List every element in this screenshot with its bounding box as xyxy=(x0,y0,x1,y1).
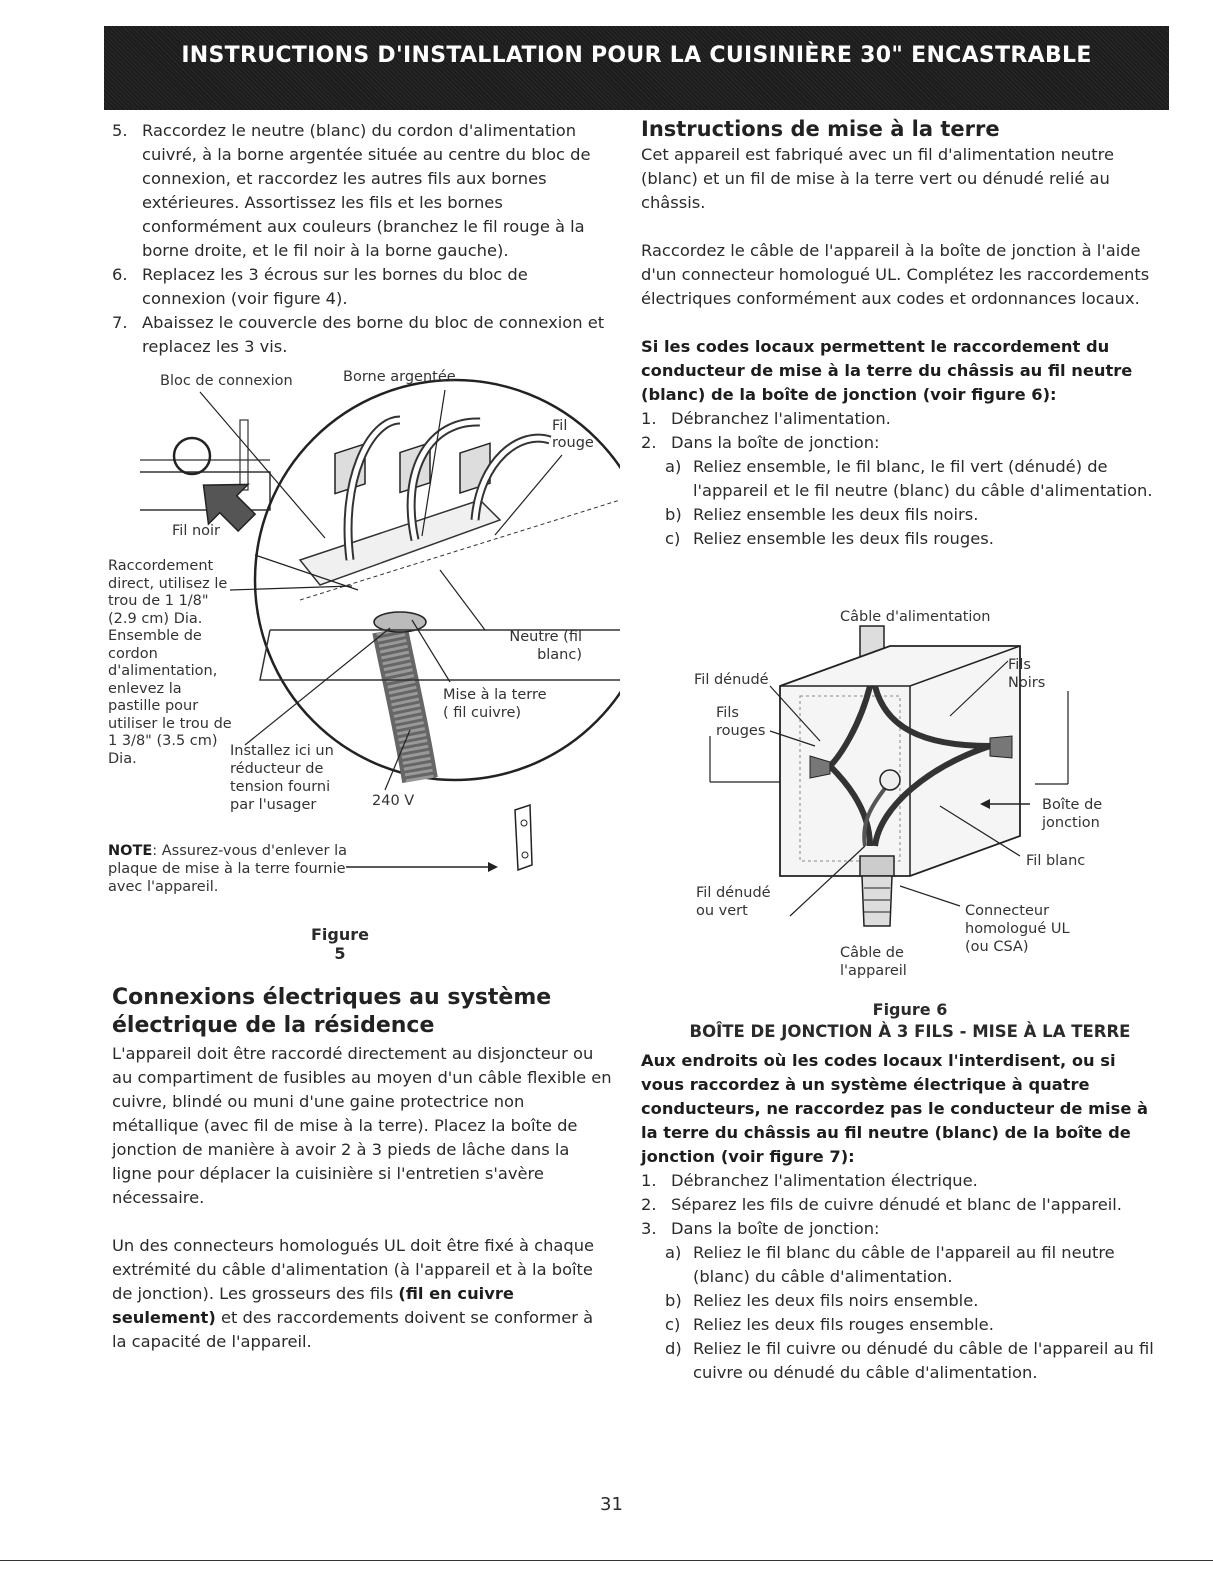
list-item: 6. Replacez les 3 écrous sur les bornes du bloc de connexion (voir figure 4). xyxy=(112,265,528,308)
figure-6-caption: Figure 6 xyxy=(872,1000,948,1019)
figure-6 xyxy=(690,606,1130,1046)
label-cable-alimentation: Câble d'alimentation xyxy=(840,609,991,625)
label-fil-rouge: Fil rouge xyxy=(552,418,594,451)
page-number: 31 xyxy=(600,1494,623,1515)
label-installez: Installez ici un réducteur de tension fourni par l'usager xyxy=(230,743,334,813)
condition-2-steps xyxy=(641,1169,1161,1385)
paragraph: Un des connecteurs homologués UL doit être fixé à chaque extrémité du câble d'alimentation (à l'appareil et à la boîte de jonction). Les grosseurs des fils (fil en cuivre seulement) et des raccordements doivent se conformer à la capacité de l'appareil. xyxy=(112,1236,595,1351)
section-title-connexions: Connexions électriques au système électrique de la résidence xyxy=(112,985,552,1038)
label-connecteur: Connecteur homologué UL (ou CSA) xyxy=(965,903,1070,955)
list-item: b) Reliez les deux fils noirs ensemble. xyxy=(665,1291,979,1310)
figure-5-note: NOTE: Assurez-vous d'enlever la plaque de mise à la terre fournie avec l'appareil. xyxy=(108,843,348,895)
label-boite-jonction: Boîte de jonction xyxy=(1042,797,1103,831)
label-fil-blanc: Fil blanc xyxy=(1026,853,1086,869)
list-item: 5. Raccordez le neutre (blanc) du cordon d'alimentation cuivré, à la borne argentée située au centre du bloc de connexion, et raccordez les autres fils aux bornes extérieures. Assortissez les fils et les bornes conformément aux couleurs (branchez le fil rouge à la borne droite, et le fil noir à la borne gauche). xyxy=(112,121,591,260)
condition-1-steps xyxy=(641,407,1161,551)
list-item: 1. Débranchez l'alimentation électrique. xyxy=(641,1171,978,1190)
figure-5-caption: Figure 5 xyxy=(311,925,369,963)
label-fil-noir: Fil noir xyxy=(172,523,221,539)
label-neutre: Neutre (fil blanc) xyxy=(509,629,582,663)
label-cable-appareil: Câble de l'appareil xyxy=(840,945,907,979)
figure-6-subtitle: BOÎTE DE JONCTION À 3 FILS - MISE À LA TERRE xyxy=(689,1022,1131,1041)
list-item: 3. Dans la boîte de jonction: xyxy=(641,1219,880,1238)
section-title-mise-terre: Instructions de mise à la terre xyxy=(641,117,1000,141)
list-item: b) Reliez ensemble les deux fils noirs. xyxy=(665,505,979,524)
list-item: c) Reliez les deux fils rouges ensemble. xyxy=(665,1315,994,1334)
label-fils-rouges: Fils rouges xyxy=(716,705,766,739)
footer-divider xyxy=(0,1560,1213,1561)
list-item: a) Reliez ensemble, le fil blanc, le fil vert (dénudé) de l'appareil et le fil neutre (blanc) du câble d'alimentation. xyxy=(665,457,1153,500)
label-fils-noirs: Fils Noirs xyxy=(1008,657,1046,691)
label-bloc-connexion: Bloc de connexion xyxy=(160,373,293,389)
page-header-banner xyxy=(104,26,1169,110)
label-borne-argentee: Borne argentée xyxy=(343,369,456,385)
left-section-connexions xyxy=(112,984,612,1354)
label-fil-denude: Fil dénudé xyxy=(694,672,769,688)
label-mise-terre: Mise à la terre ( fil cuivre) xyxy=(443,687,547,721)
list-item: 1. Débranchez l'alimentation. xyxy=(641,409,891,428)
condition-2-title: Aux endroits où les codes locaux l'interdisent, ou si vous raccordez à un système électrique à quatre conducteurs, ne raccordez pas le conducteur de mise à la terre du châssis au fil neutre (blanc) de la boîte de jonction (voir figure 7): xyxy=(641,1051,1149,1166)
label-fil-denude-vert: Fil dénudé ou vert xyxy=(696,885,771,919)
paragraph: L'appareil doit être raccordé directement au disjoncteur ou au compartiment de fusibles au moyen d'un câble flexible en cuivre, blindé ou muni d'une gaine protectrice non métallique (avec fil de mise à la terre). Placez la boîte de jonction de manière à avoir 2 à 3 pieds de lâche dans la ligne pour déplacer la cuisinière si l'entretien s'avère nécessaire. xyxy=(112,1044,612,1207)
label-raccordement: Raccordement direct, utilisez le trou de 1 1/8" (2.9 cm) Dia. Ensemble de cordon d'alimentation, enlevez la pastille pour utiliser le trou de 1 3/8" (3.5 cm) Dia. xyxy=(108,558,232,767)
right-section-condition-2 xyxy=(641,1049,1161,1385)
list-item: 2. Dans la boîte de jonction: xyxy=(641,433,880,452)
list-item: d) Reliez le fil cuivre ou dénudé du câble de l'appareil au fil cuivre ou dénudé du câble d'alimentation. xyxy=(665,1339,1154,1382)
list-item: 7. Abaissez le couvercle des borne du bloc de connexion et replacez les 3 vis. xyxy=(112,313,605,356)
list-item: c) Reliez ensemble les deux fils rouges. xyxy=(665,529,994,548)
figure-5 xyxy=(100,360,620,963)
list-item: 2. Séparez les fils de cuivre dénudé et blanc de l'appareil. xyxy=(641,1195,1122,1214)
right-section-terre xyxy=(641,116,1161,551)
condition-1-title: Si les codes locaux permettent le raccordement du conducteur de mise à la terre du châssis au fil neutre (blanc) de la boîte de jonction (voir figure 6): xyxy=(641,337,1133,404)
page-header-title: INSTRUCTIONS D'INSTALLATION POUR LA CUISINIÈRE 30" ENCASTRABLE xyxy=(181,43,1092,68)
list-item: a) Reliez le fil blanc du câble de l'appareil au fil neutre (blanc) du câble d'alimentation. xyxy=(665,1243,1115,1286)
paragraph: Cet appareil est fabriqué avec un fil d'alimentation neutre (blanc) et un fil de mise à la terre vert ou dénudé relié au châssis. xyxy=(641,145,1114,212)
paragraph: Raccordez le câble de l'appareil à la boîte de jonction à l'aide d'un connecteur homologué UL. Complétez les raccordements électriques conformément aux codes et ordonnances locaux. xyxy=(641,241,1150,308)
left-steps xyxy=(112,119,612,359)
label-240v: 240 V xyxy=(372,793,415,809)
